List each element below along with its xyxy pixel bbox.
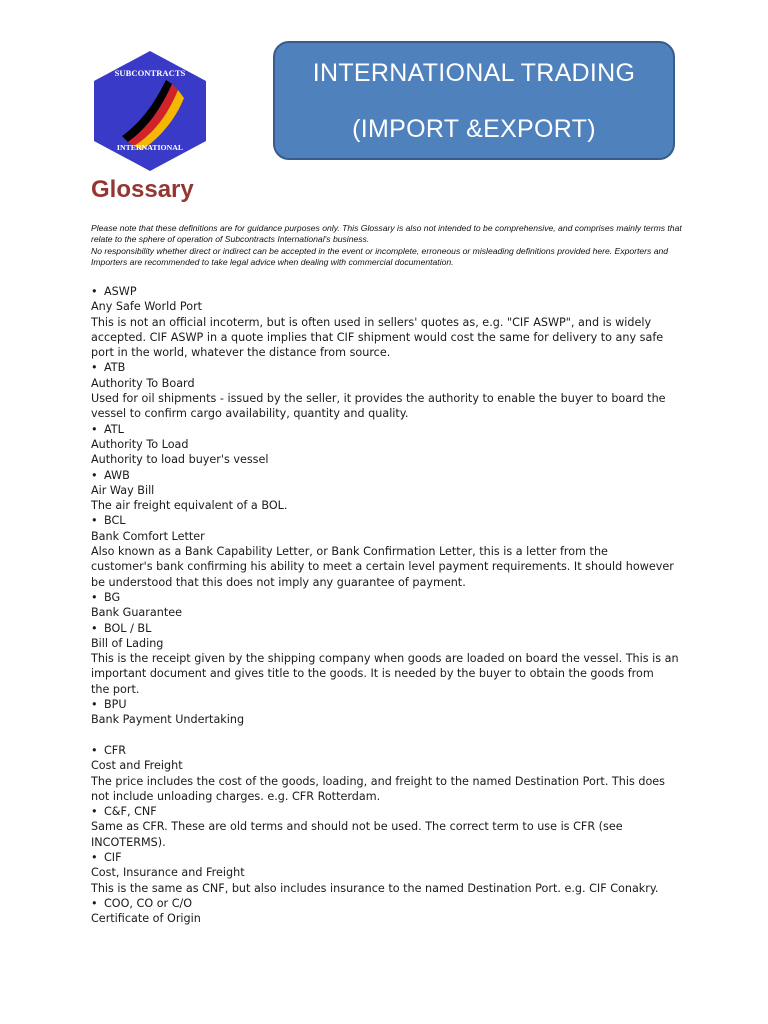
glossary-term-abbreviation: BPU	[104, 698, 127, 712]
glossary-definition-line: This is not an official incoterm, but is often used in sellers' quotes as, e.g. "CIF ASWP", and is widely	[91, 315, 652, 329]
glossary-definition-line: Used for oil shipments - issued by the seller, it provides the authority to enable the buyer to board the	[91, 392, 666, 406]
glossary-entry	[91, 513, 691, 589]
glossary-term-abbreviation: BCL	[104, 514, 126, 528]
glossary-term-name: Bill of Lading	[91, 636, 164, 650]
glossary-definition-line: not include unloading charges. e.g. CFR Rotterdam.	[91, 789, 381, 803]
glossary-term-name: Authority To Board	[91, 376, 195, 390]
logo-graphic	[92, 50, 208, 172]
glossary-entry	[91, 621, 691, 697]
glossary-definition-line: vessel to confirm cargo availability, quantity and quality.	[91, 407, 409, 421]
bullet-icon: •	[91, 743, 98, 757]
glossary-term-name: Certificate of Origin	[91, 912, 201, 926]
glossary-list	[91, 284, 691, 926]
glossary-term-name: Bank Comfort Letter	[91, 529, 205, 543]
glossary-term-name: Bank Guarantee	[91, 606, 182, 620]
bullet-icon: •	[91, 805, 98, 819]
glossary-term-abbreviation: ASWP	[104, 285, 137, 298]
glossary-entry	[91, 590, 691, 621]
bullet-icon: •	[91, 590, 98, 604]
title-banner	[273, 41, 675, 160]
glossary-definition-line: customer's bank confirming his ability to meet a certain level payment requirements. It should however	[91, 560, 674, 574]
glossary-term-name: Air Way Bill	[91, 483, 155, 497]
glossary-term	[91, 360, 691, 375]
glossary-entry	[91, 422, 691, 468]
glossary-term-abbreviation: COO, CO or C/O	[104, 896, 193, 910]
bullet-icon: •	[91, 896, 98, 910]
glossary-definition-line: The air freight equivalent of a BOL.	[91, 499, 288, 513]
glossary-term	[91, 804, 691, 819]
glossary-term-abbreviation: ATL	[104, 422, 124, 436]
glossary-term	[91, 850, 691, 865]
disclaimer	[91, 223, 691, 269]
glossary-term	[91, 422, 691, 437]
glossary-term-abbreviation: CFR	[104, 743, 127, 757]
bullet-icon: •	[91, 850, 98, 864]
glossary-entry	[91, 850, 691, 896]
bullet-icon: •	[91, 285, 98, 298]
glossary-entry	[91, 284, 691, 360]
glossary-definition-line: This is the same as CNF, but also includes insurance to the named Destination Port. e.g. CIF Conakry.	[91, 881, 659, 895]
glossary-entry	[91, 360, 691, 421]
glossary-entry	[91, 896, 691, 927]
glossary-definition-line: This is the receipt given by the shipping company when goods are loaded on board the vessel. This is an	[91, 652, 679, 666]
glossary-definition-line: accepted. CIF ASWP in a quote implies that CIF shipment would cost the same for delivery to any safe	[91, 330, 664, 344]
glossary-term	[91, 697, 691, 712]
glossary-term	[91, 743, 691, 758]
glossary-term	[91, 590, 691, 605]
glossary-term-abbreviation: AWB	[104, 468, 130, 482]
page-title: Glossary	[91, 176, 194, 203]
disclaimer-paragraph: Please note that these definitions are for guidance purposes only. This Glossary is also not intended to be comprehensive, and comprises mainly terms that relate to the sphere of operation of Subcontracts International's business.	[91, 223, 682, 245]
logo-top-text: SUBCONTRACTS	[114, 68, 186, 78]
bullet-icon: •	[91, 514, 98, 528]
glossary-definition-line: be understood that this does not imply any guarantee of payment.	[91, 575, 466, 589]
glossary-term	[91, 284, 691, 299]
glossary-entry	[91, 697, 691, 743]
glossary-term	[91, 513, 691, 528]
glossary-definition-line: the port.	[91, 682, 140, 696]
bullet-icon: •	[91, 698, 98, 712]
glossary-term	[91, 468, 691, 483]
glossary-definition-line: The price includes the cost of the goods, loading, and freight to the named Destination Port. This does	[91, 774, 666, 788]
title-line-2: (IMPORT &EXPORT)	[352, 115, 596, 143]
glossary-term-name: Any Safe World Port	[91, 300, 203, 314]
glossary-term	[91, 896, 691, 911]
company-logo	[92, 50, 208, 172]
bullet-icon: •	[91, 621, 98, 635]
title-line-1: INTERNATIONAL TRADING	[312, 59, 636, 87]
glossary-term-abbreviation: C&F, CNF	[104, 805, 157, 819]
glossary-definition-line: important document and gives title to the goods. It is needed by the buyer to obtain the goods from	[91, 667, 654, 681]
glossary-entry	[91, 468, 691, 514]
glossary-definition-line: Same as CFR. These are old terms and should not be used. The correct term to use is CFR (see	[91, 820, 623, 834]
glossary-definition-line: Also known as a Bank Capability Letter, or Bank Confirmation Letter, this is a letter from the	[91, 545, 608, 559]
glossary-entry	[91, 804, 691, 850]
glossary-definition-line: Authority to load buyer's vessel	[91, 453, 269, 467]
glossary-term-name: Bank Payment Undertaking	[91, 713, 245, 727]
glossary-definition-line: port in the world, whatever the distance from source.	[91, 346, 391, 360]
glossary-term	[91, 621, 691, 636]
disclaimer-paragraph: No responsibility whether direct or indirect can be accepted in the event or incomplete, erroneous or misleading definitions provided here. Exporters and Importers are recommended to take legal advice when dealing with commercial documentation.	[91, 245, 669, 268]
bullet-icon: •	[91, 422, 98, 436]
glossary-term-abbreviation: BOL / BL	[104, 621, 152, 635]
glossary-entry	[91, 743, 691, 804]
bullet-icon: •	[91, 468, 98, 482]
glossary-term-abbreviation: ATB	[104, 361, 126, 375]
logo-bottom-text: INTERNATIONAL	[116, 143, 184, 152]
bullet-icon: •	[91, 361, 98, 375]
glossary-term-name: Cost, Insurance and Freight	[91, 866, 245, 880]
glossary-term-name: Cost and Freight	[91, 759, 183, 773]
glossary-term-name: Authority To Load	[91, 437, 189, 451]
glossary-term-abbreviation: CIF	[104, 850, 122, 864]
glossary-term-abbreviation: BG	[104, 590, 121, 604]
entry-gap	[91, 728, 691, 743]
glossary-definition-line: INCOTERMS).	[91, 835, 166, 849]
